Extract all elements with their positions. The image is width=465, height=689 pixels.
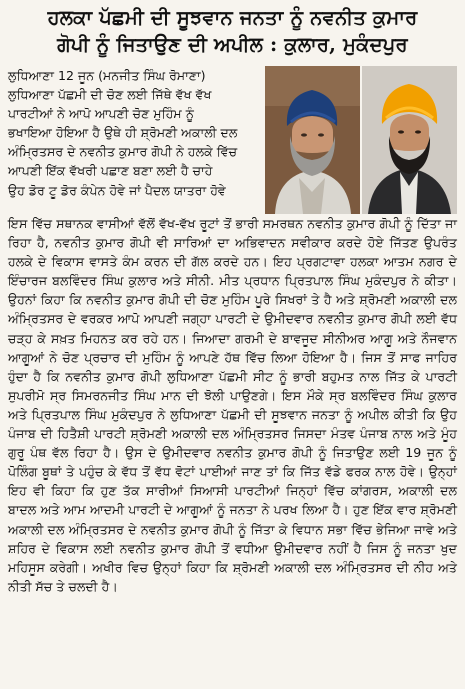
article-top [8, 66, 457, 214]
man-blue-turban-portrait-icon [265, 66, 360, 214]
photos [265, 66, 457, 214]
intro-line: ਆਪਣੀ ਇੱਕ ਵੱਖਰੀ ਪਛਾਣ ਬਣਾ ਲਈ ਹੈ ਚਾਹੇ [8, 163, 213, 179]
headline [8, 4, 457, 58]
portrait-photo-right [362, 66, 457, 214]
article-body: ਇਸ ਵਿੱਚ ਸਥਾਨਕ ਵਾਸੀਆਂ ਵੱਲੋਂ ਵੱਖ-ਵੱਖ ਰੂਟਾਂ ਤੋਂ ਭਾਰੀ ਸਮਰਥਨ ਨਵਨੀਤ ਕੁਮਾਰ ਗੋਪੀ ਨੂੰ ਦਿੱਤਾ ਜਾ ਰਿਹਾ ਹੈ, ਨਵਨੀਤ ਕੁਮਾਰ ਗੋਪੀ ਵੀ ਸਾਰਿਆਂ ਦਾ ਅਭਿਵਾਦਨ ਸਵੀਕਾਰ ਕਰਦੇ ਹੋਏ ਜਿੱਤਣ ਉਪਰੰਤ ਹਲਕੇ ਦੇ ਵਿਕਾਸ ਵਾਸਤੇ ਕੰਮ ਕਰਨ ਦੀ ਗੱਲ ਕਰਦੇ ਹਨ। ਇਹ ਪ੍ਰਗਟਾਵਾ ਹਲਕਾ ਆਤਮ ਨਗਰ ਦੇ ਇੰਚਾਰਜ ਬਲਵਿੰਦਰ ਸਿੰਘ ਕੁਲਾਰ ਅਤੇ ਸੀਨੀ. ਮੀਤ ਪ੍ਰਧਾਨ ਪ੍ਰਿਤਪਾਲ ਸਿੰਘ ਮੁਕੰਦਪੁਰ ਨੇ ਕੀਤਾ। ਉਹਨਾਂ ਕਿਹਾ ਕਿ ਨਵਨੀਤ ਕੁਮਾਰ ਗੋਪੀ ਦੀ ਚੋਣ ਮੁਹਿੰਮ ਪੂਰੇ ਸਿਖਰਾਂ ਤੇ ਹੈ ਅਤੇ ਸ਼੍ਰੋਮਣੀ ਅਕਾਲੀ ਦਲ ਅੰਮ੍ਰਿਤਸਰ ਦੇ ਵਰਕਰ ਆਪੋ ਆਪਣੀ ਜਗ੍ਹਾ ਪਾਰਟੀ ਦੇ ਉਮੀਦਵਾਰ ਨਵਨੀਤ ਕੁਮਾਰ ਗੋਪੀ ਲਈ ਵੱਧ ਚੜ੍ਹ ਕੇ ਸਖ਼ਤ ਮਿਹਨਤ ਕਰ ਰਹੇ ਹਨ। ਜਿਆਦਾ ਗਰਮੀ ਦੇ ਬਾਵਜੂਦ ਸੀਨੀਅਰ ਆਗੂ ਅਤੇ ਨੌਜਵਾਨ ਆਗੂਆਂ ਨੇ ਚੋਣ ਪ੍ਰਚਾਰ ਦੀ ਮੁਹਿੰਮ ਨੂੰ ਆਪਣੇ ਹੱਥ ਵਿੱਚ ਲਿਆ ਹੋਇਆ ਹੈ। ਜਿਸ ਤੋਂ ਸਾਫ ਜਾਹਿਰ ਹੁੰਦਾ ਹੈ ਕਿ ਨਵਨੀਤ ਕੁਮਾਰ ਗੋਪੀ ਲੁਧਿਆਣਾ ਪੱਛਮੀ ਸੀਟ ਨੂੰ ਭਾਰੀ ਬਹੁਮਤ ਨਾਲ ਜਿੱਤ ਕੇ ਪਾਰਟੀ ਸੁਪਰੀਮੋ ਸ੍ਰ ਸਿਮਰਨਜੀਤ ਸਿੰਘ ਮਾਨ ਦੀ ਝੋਲੀ ਪਾਉਣਗੇ। ਇਸ ਮੌਕੇ ਸ੍ਰ ਬਲਵਿੰਦਰ ਸਿੰਘ ਕੁਲਾਰ ਅਤੇ ਪ੍ਰਿਤਪਾਲ ਸਿੰਘ ਮੁਕੰਦਪੁਰ ਨੇ ਲੁਧਿਆਣਾ ਪੱਛਮੀ ਦੀ ਸੂਝਵਾਨ ਜਨਤਾ ਨੂੰ ਅਪੀਲ ਕੀਤੀ ਕਿ ਉਹ ਪੰਜਾਬ ਦੀ ਹਿਤੈਸ਼ੀ ਪਾਰਟੀ ਸ਼੍ਰੋਮਣੀ ਅਕਾਲੀ ਦਲ ਅੰਮ੍ਰਿਤਸਰ ਜਿਸਦਾ ਮੰਤਵ ਪੰਜਾਬ ਨਾਲ ਅਤੇ ਮੂੰਹ ਗੁਰੂ ਪੰਥ ਵੱਲ ਰਿਹਾ ਹੈ। ਉਸ ਦੇ ਉਮੀਦਵਾਰ ਨਵਨੀਤ ਕੁਮਾਰ ਗੋਪੀ ਨੂੰ ਜਿਤਾਉਣ ਲਈ 19 ਜੂਨ ਨੂੰ ਪੋਲਿੰਗ ਬੂਥਾਂ ਤੇ ਪਹੁੰਚ ਕੇ ਵੱਧ ਤੋਂ ਵੱਧ ਵੋਟਾਂ ਪਾਈਆਂ ਜਾਣ ਤਾਂ ਕਿ ਜਿੱਤ ਵੱਡੇ ਫਰਕ ਨਾਲ ਹੋਵੇ। ਉਨ੍ਹਾਂ ਇਹ ਵੀ ਕਿਹਾ ਕਿ ਹੁਣ ਤੱਕ ਸਾਰੀਆਂ ਸਿਆਸੀ ਪਾਰਟੀਆਂ ਜਿਨ੍ਹਾਂ ਵਿੱਚ ਕਾਂਗਰਸ, ਅਕਾਲੀ ਦਲ ਬਾਦਲ ਅਤੇ ਆਮ ਆਦਮੀ ਪਾਰਟੀ ਦੇ ਆਗੂਆਂ ਨੂੰ ਜਨਤਾ ਨੇ ਪਰਖ ਲਿਆ ਹੈ। ਹੁਣ ਇੱਕ ਵਾਰ ਸ਼੍ਰੋਮਣੀ ਅਕਾਲੀ ਦਲ ਅੰਮ੍ਰਿਤਸਰ ਦੇ ਨਵਨੀਤ ਕੁਮਾਰ ਗੋਪੀ ਨੂੰ ਜਿੱਤਾ ਕੇ ਵਿਧਾਨ ਸਭਾ ਵਿੱਚ ਭੇਜਿਆ ਜਾਵੇ ਅਤੇ ਸ਼ਹਿਰ ਦੇ ਵਿਕਾਸ ਲਈ ਨਵਨੀਤ ਕੁਮਾਰ ਗੋਪੀ ਤੋਂ ਵਧੀਆ ਉਮੀਦਵਾਰ ਨਹੀਂ ਹੈ ਜਿਸ ਨੂੰ ਜਨਤਾ ਖੁਦ ਮਹਿਸੂਸ ਕਰੇਗੀ। ਅਖੀਰ ਵਿਚ ਉਨ੍ਹਾਂ ਕਿਹਾ ਕਿ ਸ਼੍ਰੋਮਣੀ ਅਕਾਲੀ ਦਲ ਅੰਮ੍ਰਿਤਸਰ ਦੀ ਨੀਹ ਅਤੇ ਨੀਤੀ ਸੱਚ ਤੇ ਚਲਦੀ ਹੈ। [8, 216, 457, 594]
article [8, 66, 457, 596]
intro-line: ਅੰਮ੍ਰਿਤਸਰ ਦੇ ਨਵਨੀਤ ਕੁਮਾਰ ਗੋਪੀ ਨੇ ਹਲਕੇ ਵਿੱਚ [8, 144, 238, 160]
portrait-photo-left [265, 66, 360, 214]
headline-line-2: ਗੋਪੀ ਨੂੰ ਜਿਤਾਉਣ ਦੀ ਅਪੀਲ : ਕੁਲਾਰ, ਮੁਕੰਦਪੁਰ [57, 33, 408, 56]
intro-line: ਉਹ ਡੋਰ ਟੂ ਡੋਰ ਕੰਪੇਨ ਹੋਵੇ ਜਾਂ ਪੈਦਲ ਯਾਤਰਾ ਹੋਵੇ [8, 182, 226, 198]
man-orange-turban-portrait-icon [362, 66, 457, 214]
intro-line: ਭਖਾਇਆ ਹੋਇਆ ਹੈ ਉਥੇ ਹੀ ਸ਼੍ਰੋਮਣੀ ਅਕਾਲੀ ਦਲ [8, 125, 238, 141]
headline-line-1: ਹਲਕਾ ਪੱਛਮੀ ਦੀ ਸੂਝਵਾਨ ਜਨਤਾ ਨੂੰ ਨਵਨੀਤ ਕੁਮਾਰ [47, 6, 418, 29]
intro-line: ਲੁਧਿਆਣਾ ਪੱਛਮੀ ਦੀ ਚੋਣ ਲਈ ਜਿੱਥੇ ਵੱਖ ਵੱਖ [8, 87, 212, 103]
dateline: ਲੁਧਿਆਣਾ 12 ਜੂਨ (ਮਨਜੀਤ ਸਿੰਘ ਰੋਮਾਣਾ) [8, 68, 206, 83]
article-intro-column [8, 66, 265, 214]
intro-line: ਪਾਰਟੀਆਂ ਨੇ ਆਪੋ ਆਪਣੀ ਚੋਣ ਮੁਹਿੰਮ ਨੂੰ [8, 106, 194, 122]
